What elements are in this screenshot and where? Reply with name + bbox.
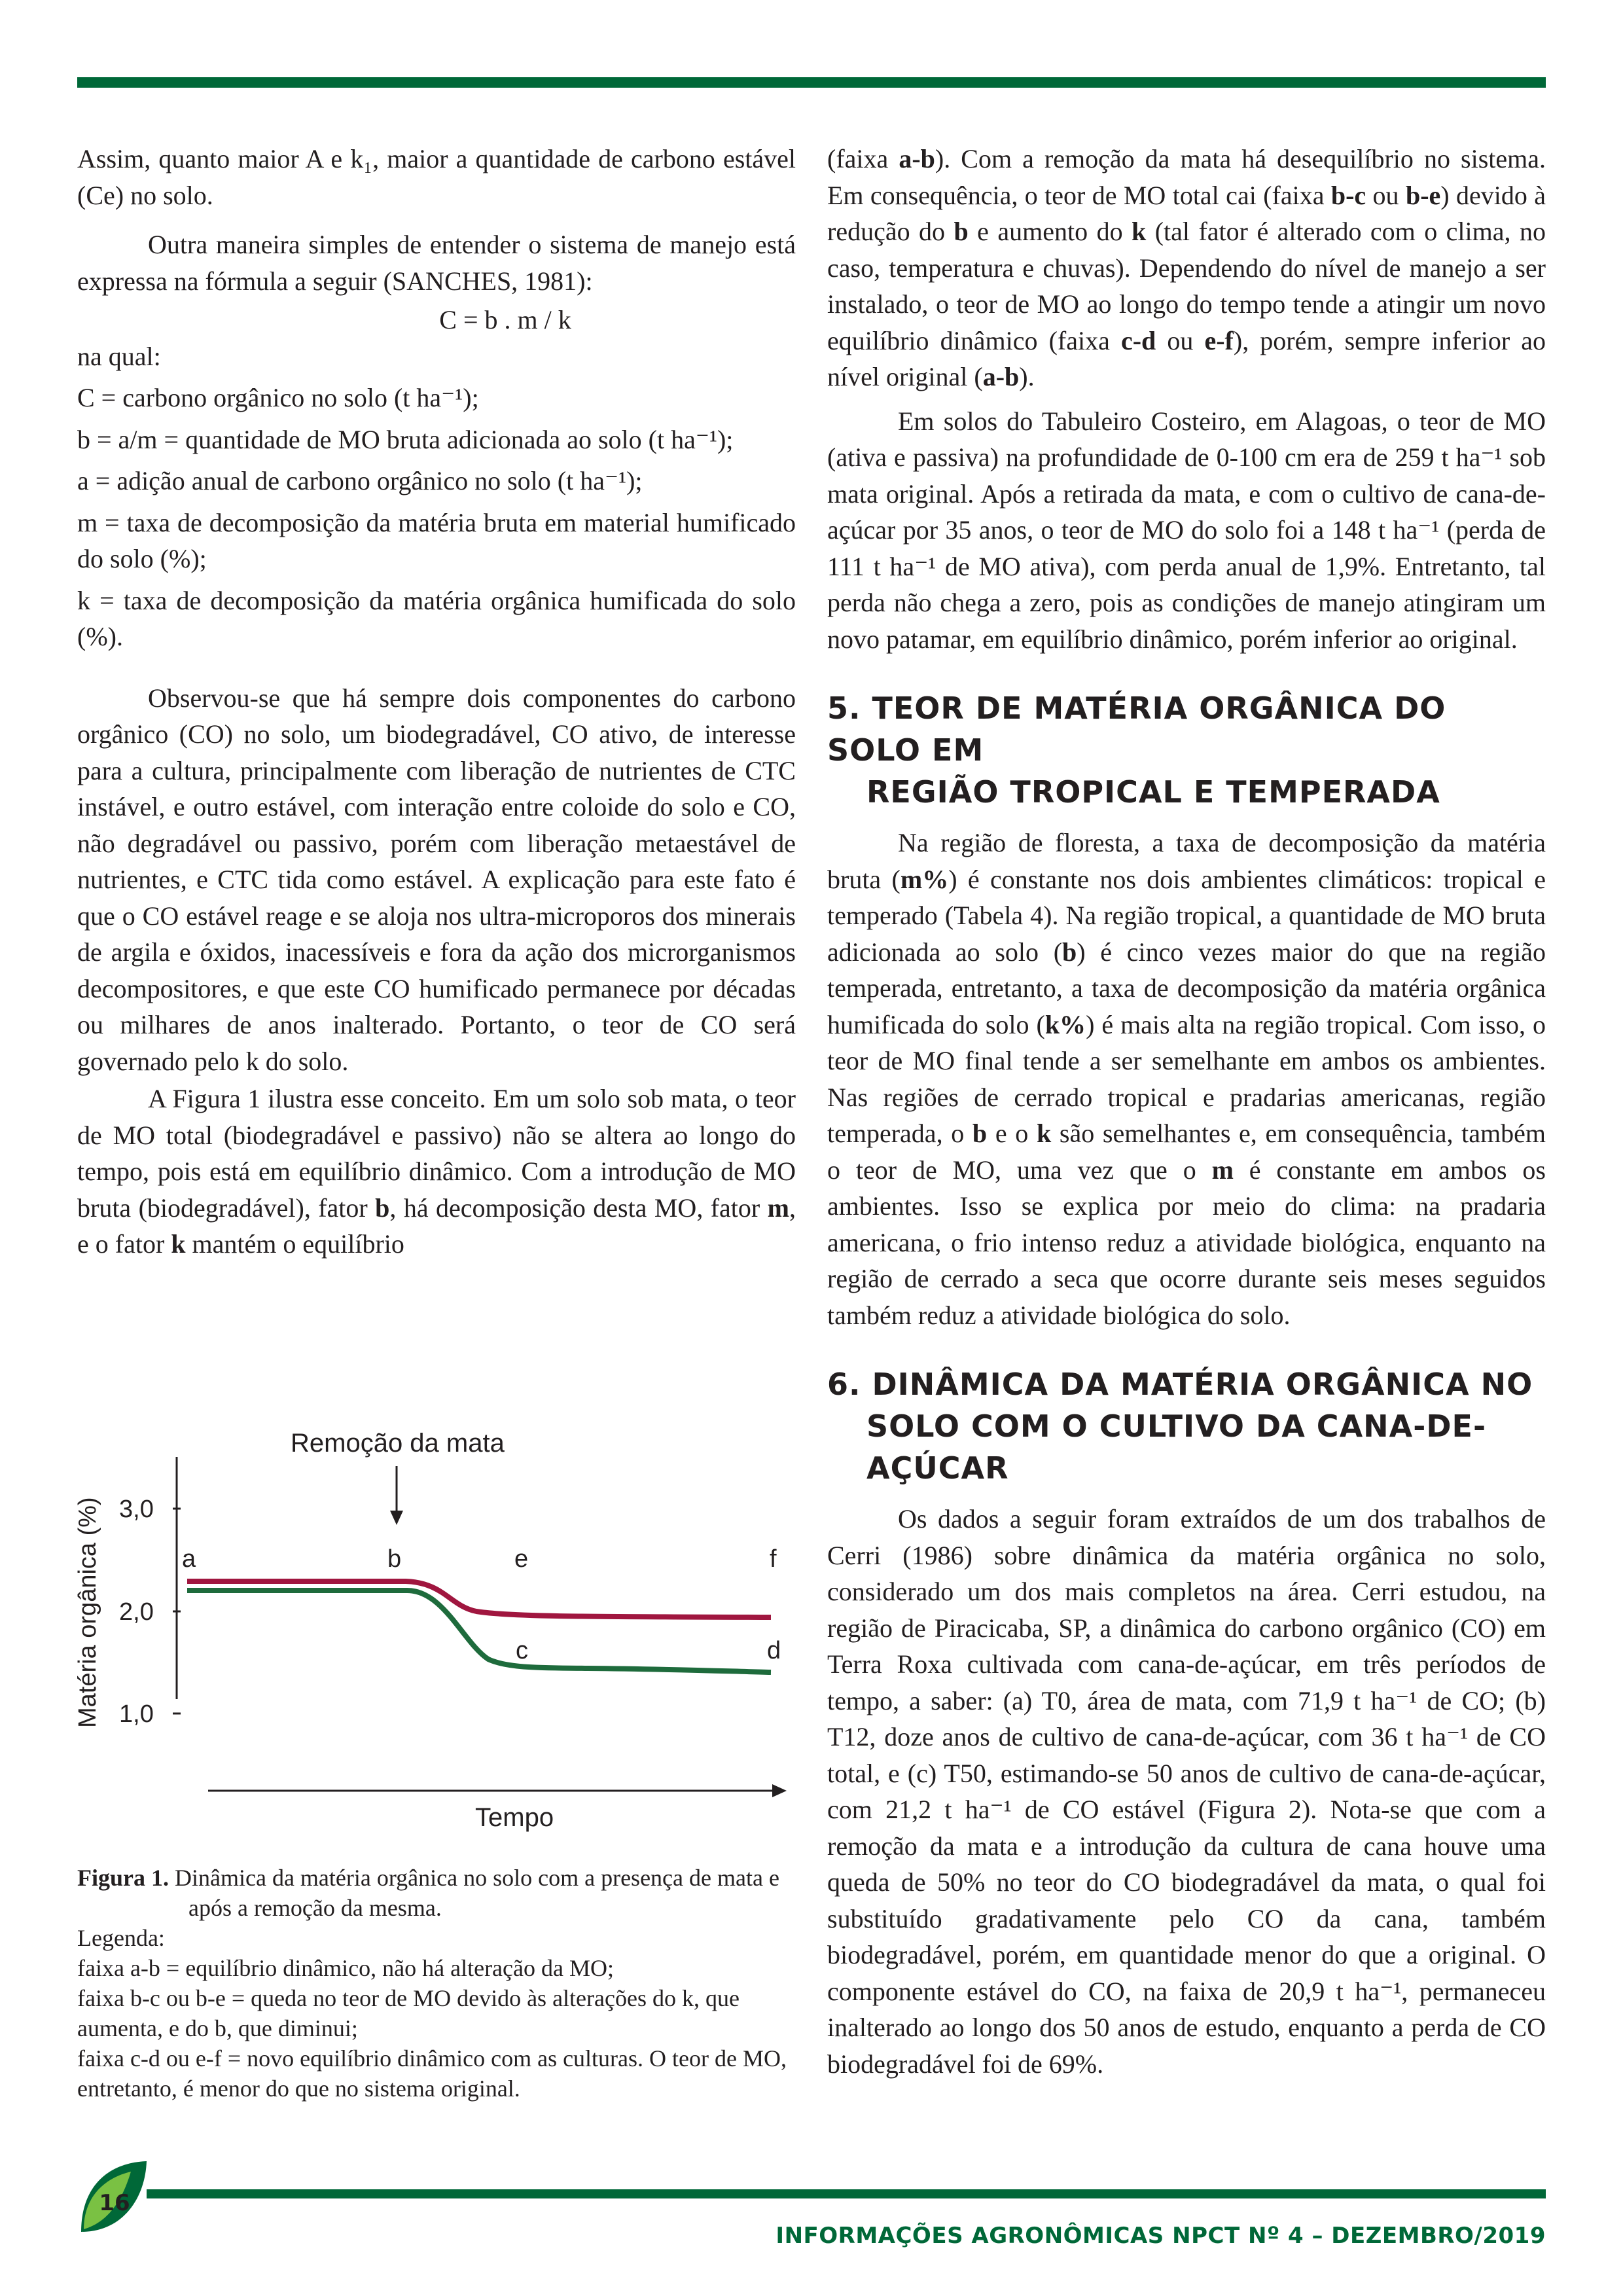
legend-item: faixa c-d ou e-f = novo equilíbrio dinâmico com as culturas. O teor de MO, entretanto, é menor do que no sistema original. — [77, 2045, 787, 2102]
figure-caption — [77, 1863, 797, 2104]
curve-upper — [187, 1581, 771, 1617]
right-column — [827, 141, 1546, 2082]
y-tick-label: 3,0 — [119, 1496, 154, 1523]
section-heading-5: 5. TEOR DE MATÉRIA ORGÂNICA DO SOLO EM REGIÃO TROPICAL E TEMPERADA — [827, 691, 1446, 810]
legend-item: faixa a-b = equilíbrio dinâmico, não há alteração da MO; — [77, 1955, 614, 1981]
paragraph: Em solos do Tabuleiro Costeiro, em Alagoas, o teor de MO (ativa e passiva) na profundidade de 0-100 cm era de 259 t ha⁻¹ sob mata original. Após a retirada da mata, e com o cultivo de cana-de-açúcar por 35 anos, o teor de MO do solo foi a 148 t ha⁻¹ (perda de 111 t ha⁻¹ de MO ativa), com perda anual de 1,9%. Entretanto, tal perda não chega a zero, pois as condições de manejo atingiram um novo patamar, em equilíbrio dinâmico, porém inferior ao original. — [827, 406, 1546, 654]
definition-b: b = a/m = quantidade de MO bruta adicionada ao solo (t ha⁻¹); — [77, 424, 734, 454]
legend-item: faixa b-c ou b-e = queda no teor de MO devido às alterações do k, que aumenta, e do b, que diminui; — [77, 1985, 740, 2041]
legend-title: Legenda: — [77, 1925, 165, 1951]
figure-1-chart — [74, 1401, 797, 1846]
definition-m: m = taxa de decomposição da matéria bruta em material humificado do solo (%); — [77, 507, 796, 573]
arrow-head-icon — [390, 1511, 403, 1525]
annotation-label: Remoção da mata — [291, 1429, 505, 1458]
paragraph: Na região de floresta, a taxa de decomposição da matéria bruta (m%) é constante nos dois ambientes climáticos: tropical e temperado (Tabela 4). Na região tropical, a quantidade de MO bruta adicionada ao solo (b) é cinco vezes maior do que na região temperada, entretanto, a taxa de decomposição da matéria orgânica humificada do solo (k%) é mais alta na região tropical. Com isso, o teor de MO final tende a ser semelhante em ambos os ambientes. Nas regiões de cerrado tropical e pradarias americanas, região temperada, o b e o k são semelhantes e, em consequência, também o teor de MO, uma vez que o m é constante em ambos os ambientes. Isso se explica por meio do clima: na pradaria americana, o frio intenso reduz a atividade biológica, enquanto na região de cerrado a seca que ocorre durante seis meses seguidos também reduz a atividade biológica do solo. — [827, 828, 1546, 1330]
point-label-a: a — [182, 1545, 196, 1573]
figure-1 — [74, 1401, 797, 1846]
x-axis-label: Tempo — [475, 1803, 554, 1832]
paragraph: Observou-se que há sempre dois componentes do carbono orgânico (CO) no solo, um biodegradável, CO ativo, de interesse para a cultura, principalmente com liberação de nutrientes de CTC instável, e outro estável, com interação entre coloide do solo e CO, não degradável ou passivo, porém com liberação metaestável de nutrientes, e CTC tida como estável. A explicação para este fato é que o CO estável reage e se aloja nos ultra-microporos dos minerais de argila e óxidos, inacessíveis e fora da ação dos microrganismos decompositores, e que este CO humificado permanece por décadas ou milhares de anos inalterado. Portanto, o teor de CO será governado pelo k do solo. — [77, 683, 796, 1076]
point-label-c: c — [516, 1637, 528, 1664]
point-label-b: b — [387, 1545, 402, 1573]
journal-footer: INFORMAÇÕES AGRONÔMICAS NPCT Nº 4 – DEZEMBRO/2019 — [776, 2223, 1546, 2249]
paragraph: (faixa a-b). Com a remoção da mata há desequilíbrio no sistema. Em consequência, o teor de MO total cai (faixa b-c ou b-e) devido à redução do b e aumento do k (tal fator é alterado com o clima, no caso, temperatura e chuvas). Dependendo do nível de manejo a ser instalado, o teor de MO ao longo do tempo tende a atingir um novo equilíbrio dinâmico (faixa c-d ou e-f), porém, sempre inferior ao nível original (a-b). — [827, 144, 1546, 391]
paragraph: Os dados a seguir foram extraídos de um dos trabalhos de Cerri (1986) sobre dinâmica da matéria orgânica no solo, considerado um dos mais completos na área. Cerri estudou, na região de Piracicaba, SP, a dinâmica do carbono orgânico (CO) em Terra Roxa cultivada com cana-de-açúcar, em três períodos de tempo, a saber: (a) T0, área de mata, com 71,9 t ha⁻¹ de CO; (b) T12, doze anos de cultivo de cana-de-açúcar, com 36 t ha⁻¹ de CO total, e (c) T50, estimando-se 50 anos de cultivo de cana-de-açúcar, com 21,2 t ha⁻¹ de CO estável (Figura 2). Nota-se que com a remoção da mata e a introdução da cultura de cana houve uma queda de 50% no teor do CO biodegradável da mata, o qual foi substituído gradativamente pelo CO da cana, também biodegradável, porém, em quantidade menor do que a original. O componente estável do CO, na faixa de 20,9 t ha⁻¹, permaneceu inalterado ao longo dos 50 anos de estudo, enquanto a perda de CO biodegradável foi de 69%. — [827, 1504, 1546, 2079]
point-label-f: f — [770, 1545, 777, 1573]
y-tick-label: 1,0 — [119, 1700, 154, 1728]
formula: C = b . m / k — [439, 305, 571, 334]
paragraph: Outra maneira simples de entender o sistema de manejo está expressa na fórmula a seguir (SANCHES, 1981): — [77, 230, 796, 296]
top-rule — [77, 77, 1546, 88]
point-label-e: e — [514, 1545, 529, 1573]
paragraph: A Figura 1 ilustra esse conceito. Em um solo sob mata, o teor de MO total (biodegradável e passivo) não se altera ao longo do tempo, pois está em equilíbrio dinâmico. Com a introdução de MO bruta (biodegradável), fator b, há decomposição desta MO, fator m, e o fator k mantém o equilíbrio — [77, 1084, 796, 1259]
y-axis-label: Matéria orgânica (%) — [74, 1497, 101, 1728]
caption-text: Figura 1. Dinâmica da matéria orgânica no solo com a presença de mata e após a remoção da mesma. — [77, 1865, 779, 1921]
paragraph: Assim, quanto maior A e k₁, maior a quantidade de carbono estável (Ce) no solo. — [77, 144, 796, 210]
left-column — [77, 141, 796, 1263]
definition-intro: na qual: — [77, 341, 161, 371]
section-heading-6: 6. DINÂMICA DA MATÉRIA ORGÂNICA NO SOLO COM O CULTIVO DA CANA-DE-AÇÚCAR — [827, 1367, 1533, 1486]
definition-a: a = adição anual de carbono orgânico no solo (t ha⁻¹); — [77, 466, 643, 495]
x-axis-arrow-icon — [772, 1784, 787, 1797]
definition-c: C = carbono orgânico no solo (t ha⁻¹); — [77, 383, 479, 412]
figure-legend — [77, 1923, 797, 2104]
definition-k: k = taxa de decomposição da matéria orgânica humificada do solo (%). — [77, 585, 796, 651]
point-label-d: d — [767, 1637, 781, 1664]
page-number: 16 — [99, 2190, 130, 2216]
y-tick-label: 2,0 — [119, 1598, 154, 1626]
footer-rule — [147, 2189, 1546, 2198]
curve-lower — [187, 1590, 771, 1672]
